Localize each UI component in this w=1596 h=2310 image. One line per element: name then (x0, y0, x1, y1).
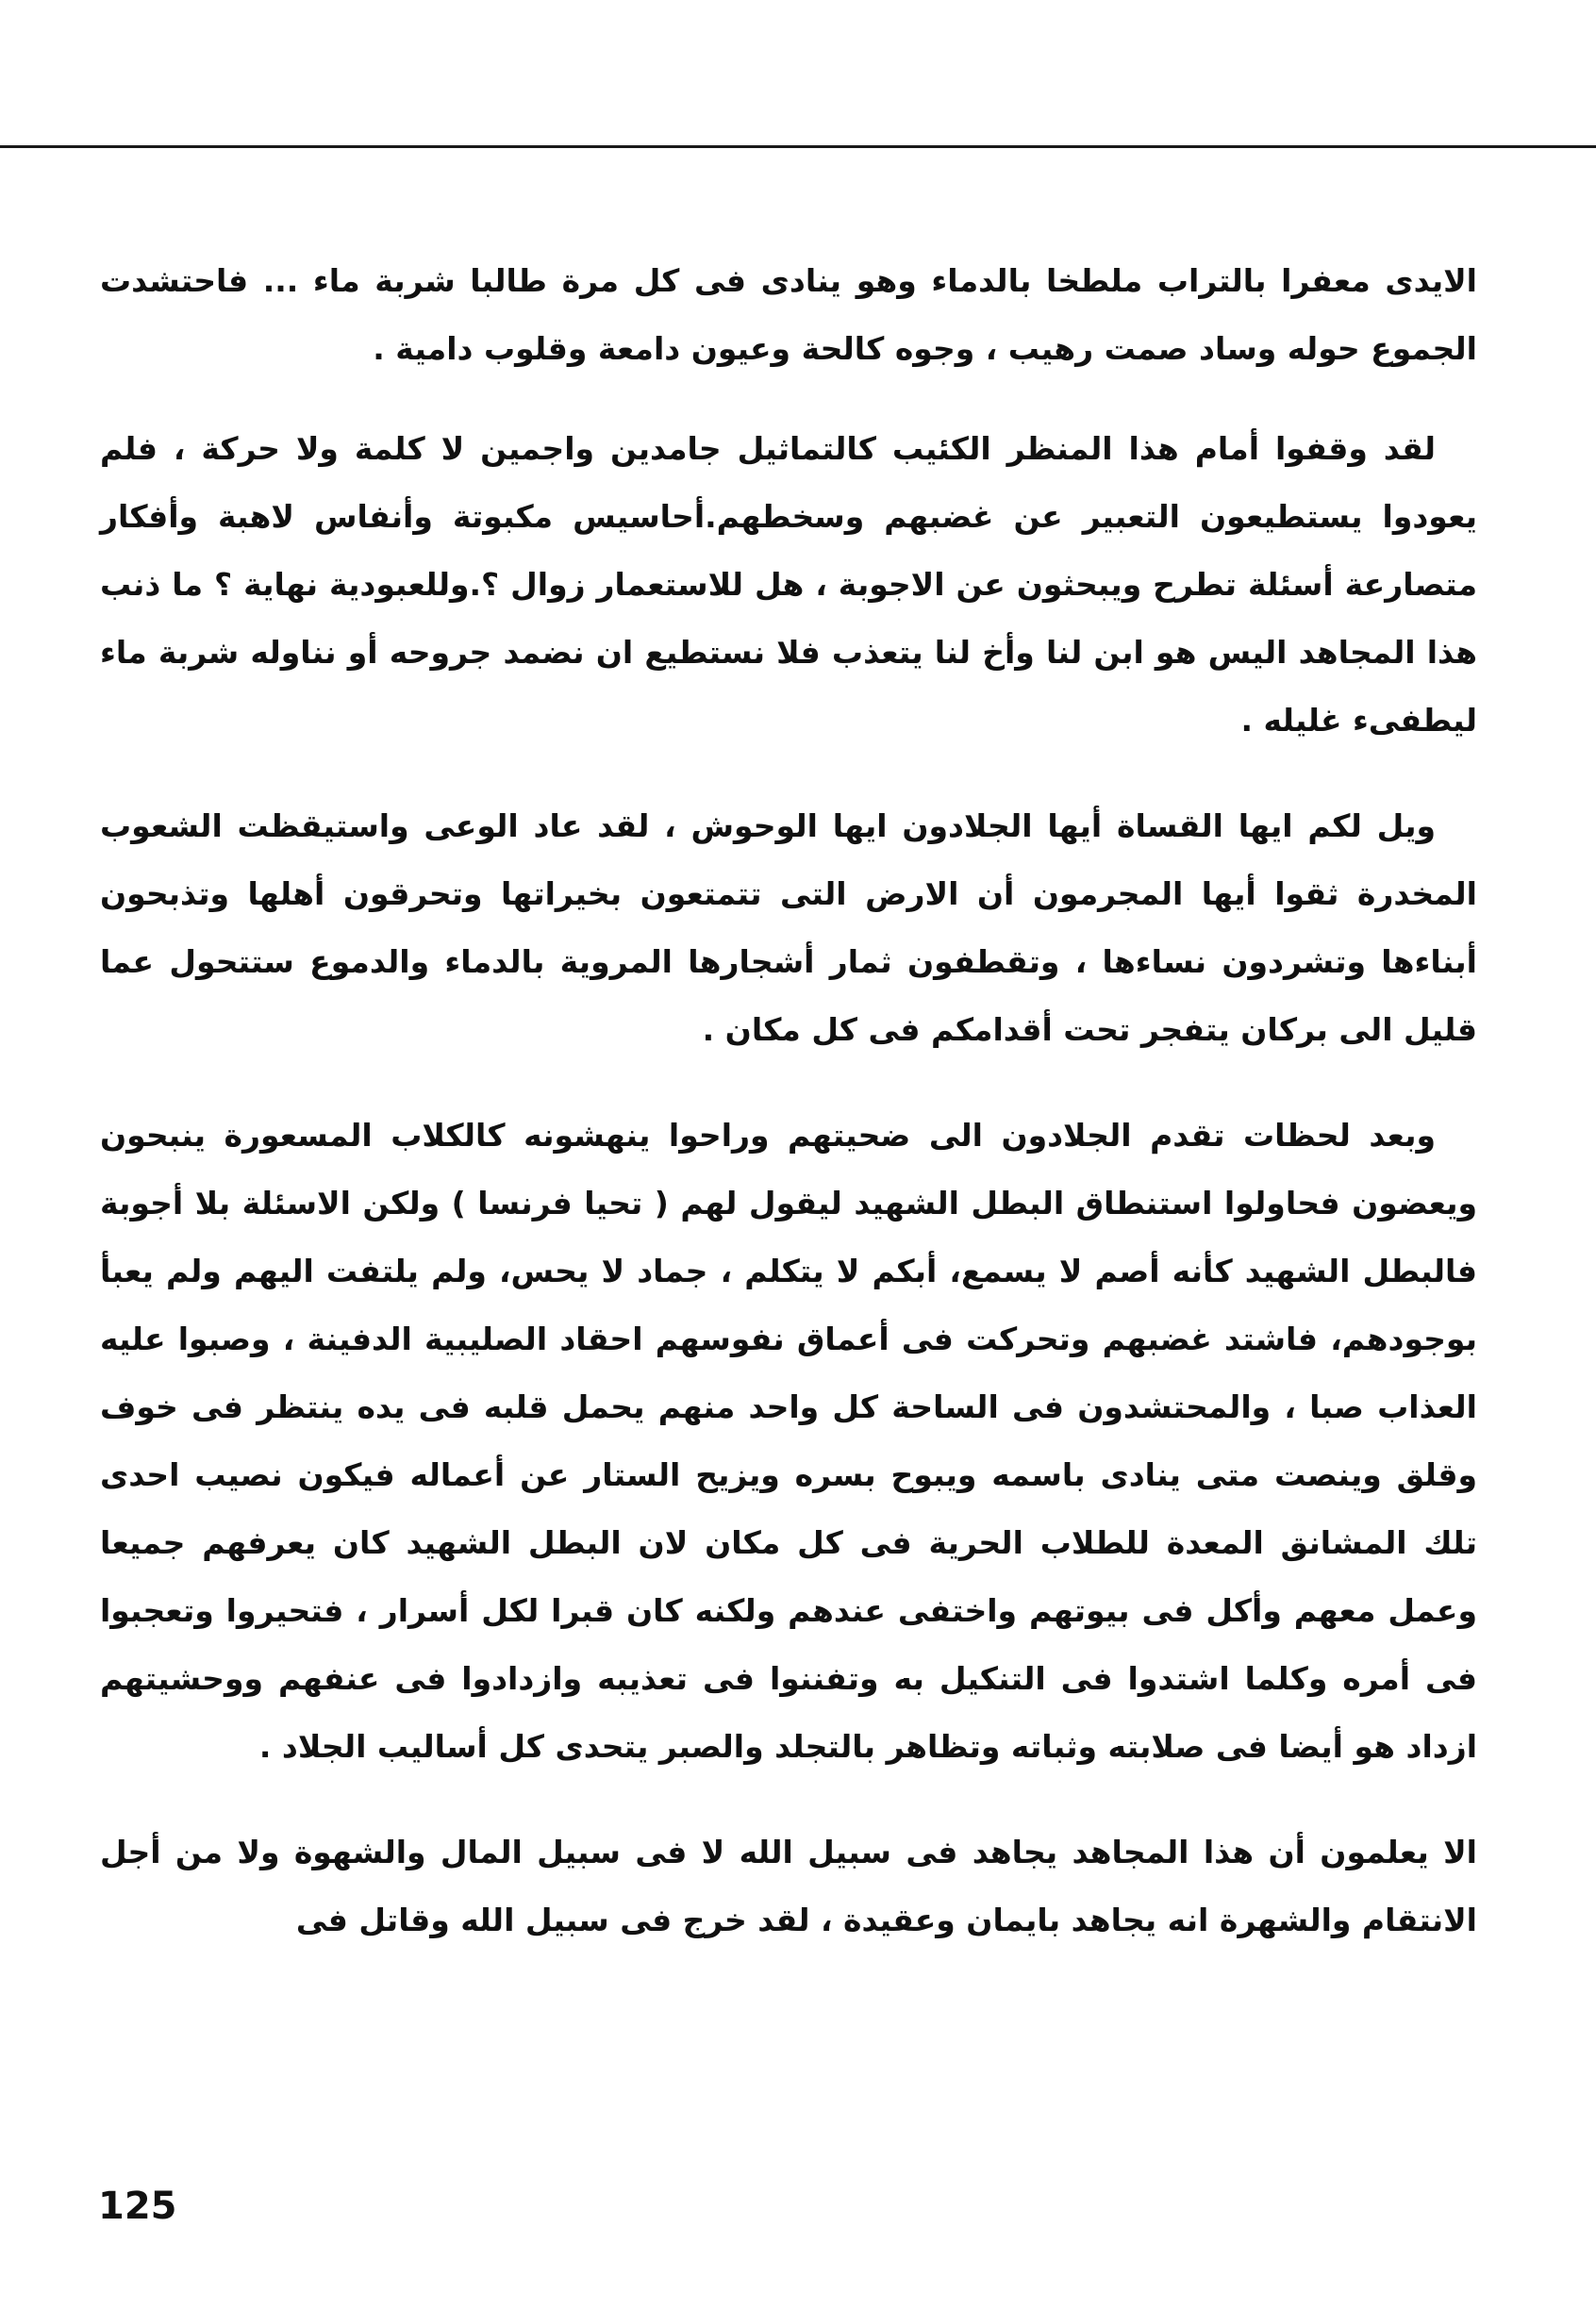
body-text (100, 247, 1477, 1992)
paragraph-3: ويل لكم ايها القساة أيها الجلادون ايها الوحوش ، لقد عاد الوعى واستيقظت الشعوب المخدرة ثقوا أيها المجرمون أن الارض التى تتمتعون بخيراتها وتحرقون أهلها وتذبحون أبناءها وتشردون نساءها ، وتقطفون ثمار أشجارها المروية بالدماء والدموع ستتحول عما قليل الى بركان يتفجر تحت أقدامكم فى كل مكان . (100, 807, 1477, 1048)
paragraph-1: الايدى معفرا بالتراب ملطخا بالدماء وهو ينادى فى كل مرة طالبا شربة ماء ... فاحتشدت الجموع حوله وساد صمت رهيب ، وجوه كالحة وعيون دامعة وقلوب دامية . (100, 262, 1477, 367)
paragraph-2: لقد وقفوا أمام هذا المنظر الكئيب كالتماثيل جامدين واجمين لا كلمة ولا حركة ، فلم يعودوا يستطيعون التعبير عن غضبهم وسخطهم.أحاسيس مكبوتة وأنفاس لاهبة وأفكار متصارعة أسئلة تطرح ويبحثون عن الاجوبة ، هل للاستعمار زوال ؟.وللعبودية نهاية ؟ ما ذنب هذا المجاهد اليس هو ابن لنا وأخ لنا يتعذب فلا نستطيع ان نضمد جروحه أو نناوله شربة ماء ليطفىء غليله . (100, 430, 1477, 739)
page-number: 125 (98, 2185, 177, 2228)
top-rule (0, 145, 1596, 148)
paragraph-5: الا يعلمون أن هذا المجاهد يجاهد فى سبيل الله لا فى سبيل المال والشهوة ولا من أجل الانتقام والشهرة انه يجاهد بايمان وعقيدة ، لقد خرج فى سبيل الله وقاتل فى (100, 1834, 1477, 1938)
paragraph-4: وبعد لحظات تقدم الجلادون الى ضحيتهم وراحوا ينهشونه كالكلاب المسعورة ينبحون ويعضون فحاولوا استنطاق البطل الشهيد ليقول لهم ( تحيا فرنسا ) ولكن الاسئلة بلا أجوبة فالبطل الشهيد كأنه أصم لا يسمع، أبكم لا يتكلم ، جماد لا يحس، ولم يلتفت اليهم ولم يعبأ بوجودهم، فاشتد غضبهم وتحركت فى أعماق نفوسهم احقاد الصليبية الدفينة ، وصبوا عليه العذاب صبا ، والمحتشدون فى الساحة كل واحد منهم يحمل قلبه فى يده ينتظر فى خوف وقلق وينصت متى ينادى باسمه ويبوح بسره ويزيح الستار عن أعماله فيكون نصيب احدى تلك المشانق المعدة للطلاب الحرية فى كل مكان لان البطل الشهيد كان يعرفهم جميعا وعمل معهم وأكل فى بيوتهم واختفى عندهم ولكنه كان قبرا لكل أسرار ، فتحيروا وتعجبوا فى أمره وكلما اشتدوا فى التنكيل به وتفننوا فى تعذيبه وازدادوا فى عنفهم ووحشيتهم ازداد هو أيضا فى صلابته وثباته وتظاهر بالتجلد والصبر يتحدى كل أساليب الجلاد . (100, 1117, 1477, 1765)
